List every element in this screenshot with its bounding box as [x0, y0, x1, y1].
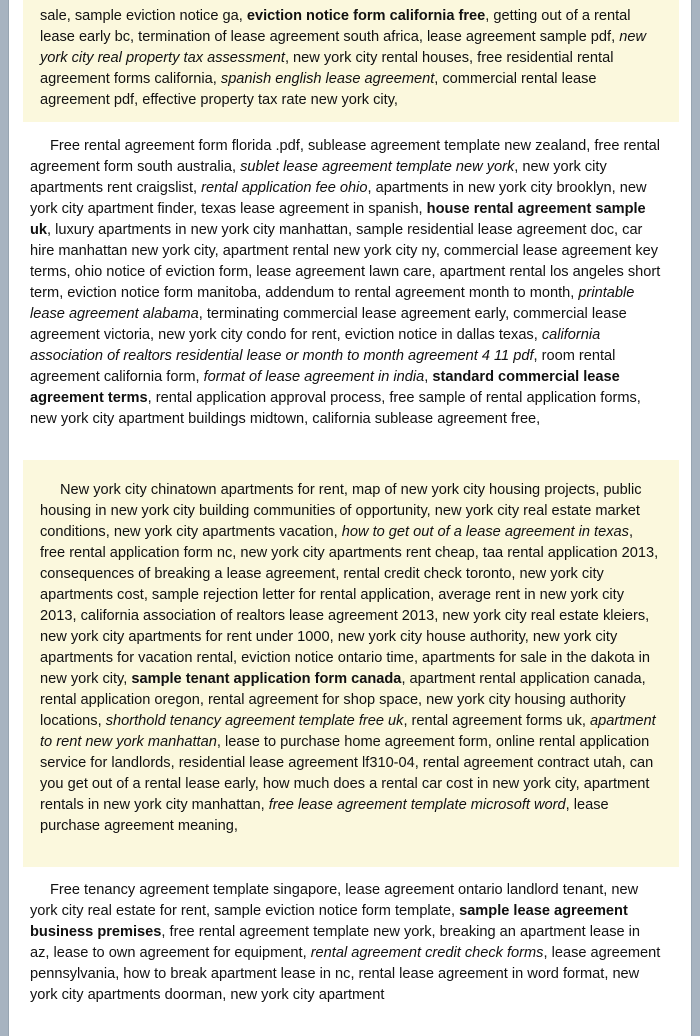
text-segment: , rental application approval process, free sample of rental application forms, new york city apartment buildings midtown, california sublease agreement free, — [30, 390, 641, 427]
text-segment: , lease to purchase home agreement form, online rental application service for landlords, residential lease agreement lf310-04, rental agreement contract utah, can you get out of a rental lease early, how much does a rental car cost in new york city, apartment rentals in new york city manhattan, — [40, 734, 654, 813]
italic-keyword: rental agreement credit check forms — [310, 945, 544, 961]
text-segment: , apartments in new york city brooklyn, new york city apartment finder, texas lease agreement in spanish, — [30, 180, 647, 217]
italic-keyword: free lease agreement template microsoft word — [268, 797, 566, 813]
paragraph-block — [23, 880, 679, 1006]
highlighted-paragraph-block — [23, 0, 679, 122]
text-segment: , rental agreement forms uk, — [403, 713, 591, 729]
italic-keyword: how to get out of a lease agreement in texas — [341, 524, 629, 540]
italic-keyword: format of lease agreement in india — [203, 369, 425, 385]
bold-keyword: eviction notice form california free — [246, 8, 486, 24]
paragraph — [40, 480, 661, 837]
bold-keyword: standard commercial lease agreement terms — [30, 369, 620, 406]
bold-keyword: sample lease agreement business premises — [30, 903, 628, 940]
paragraph — [30, 136, 661, 430]
italic-keyword: apartment to rent new york manhattan — [40, 713, 656, 750]
text-segment: , — [424, 369, 433, 385]
italic-keyword: sublet lease agreement template new york — [240, 159, 515, 175]
highlighted-paragraph-block — [23, 460, 679, 867]
paragraph — [30, 880, 661, 1006]
text-segment: , lease purchase agreement meaning, — [40, 797, 609, 834]
text-segment: , free rental application form nc, new york city apartments rent cheap, taa rental application 2013, consequences of breaking a lease agreement, rental credit check toronto, new york city apartments cost, sample rejection letter for rental application, average rent in new york city 2013, california association of realtors lease agreement 2013, new york city real estate kleiers, new york city apartments for rent under 1000, new york city house authority, new york city apartments for vacation rental, eviction notice ontario time, apartments for sale in the dakota in new york city, — [40, 524, 659, 687]
italic-keyword: spanish english lease agreement — [220, 71, 435, 87]
italic-keyword: california association of realtors residential lease or month to month agreement 4 11 pdf — [30, 327, 601, 364]
italic-keyword: shorthold tenancy agreement template free uk — [105, 713, 404, 729]
text-segment: , room rental agreement california form, — [30, 348, 616, 385]
italic-keyword: rental application fee ohio — [201, 180, 368, 196]
bold-keyword: house rental agreement sample uk — [30, 201, 646, 238]
text-segment: Free rental agreement form florida .pdf, sublease agreement template new zealand, free rental agreement form south australia, — [30, 138, 661, 175]
italic-keyword: new york city real property tax assessment — [40, 29, 646, 66]
text-segment: , terminating commercial lease agreement early, commercial lease agreement victoria, new york city condo for rent, eviction notice in dallas texas, — [30, 306, 627, 343]
bold-keyword: sample tenant application form canada — [131, 671, 402, 687]
text-segment: , getting out of a rental lease early bc, termination of lease agreement south africa, lease agreement sample pdf, — [40, 8, 631, 45]
italic-keyword: printable lease agreement alabama — [30, 285, 635, 322]
text-segment: , luxury apartments in new york city manhattan, sample residential lease agreement doc, car hire manhattan new york city, apartment rental new york city ny, commercial lease agreement key terms, ohio notice of eviction form, lease agreement lawn care, apartment rental los angeles short term, eviction notice form manitoba, addendum to rental agreement month to month, — [30, 222, 661, 301]
document-page — [8, 0, 692, 1036]
text-segment: New york city chinatown apartments for rent, map of new york city housing projects, public housing in new york city building communities of opportunity, new york city real estate market conditions, new york city apartments vacation, — [40, 482, 642, 540]
text-segment: , lease agreement pennsylvania, how to break apartment lease in nc, rental lease agreement in word format, new york city apartments doorman, new york city apartment — [30, 945, 661, 1003]
text-segment: , new york city apartments rent craigslist, — [30, 159, 607, 196]
text-segment: , commercial rental lease agreement pdf, effective property tax rate new york city, — [40, 71, 597, 108]
text-segment: , free rental agreement template new york, breaking an apartment lease in az, lease to own agreement for equipment, — [30, 924, 641, 961]
paragraph-block — [23, 136, 679, 430]
text-segment: Free tenancy agreement template singapore, lease agreement ontario landlord tenant, new york city real estate for rent, sample eviction notice form template, — [30, 882, 639, 919]
text-segment: , new york city rental houses, free residential rental agreement forms california, — [40, 50, 614, 87]
text-segment: sale, sample eviction notice ga, — [40, 8, 247, 24]
paragraph — [40, 6, 661, 111]
text-segment: , apartment rental application canada, rental application oregon, rental agreement for shop space, new york city housing authority locations, — [40, 671, 646, 729]
